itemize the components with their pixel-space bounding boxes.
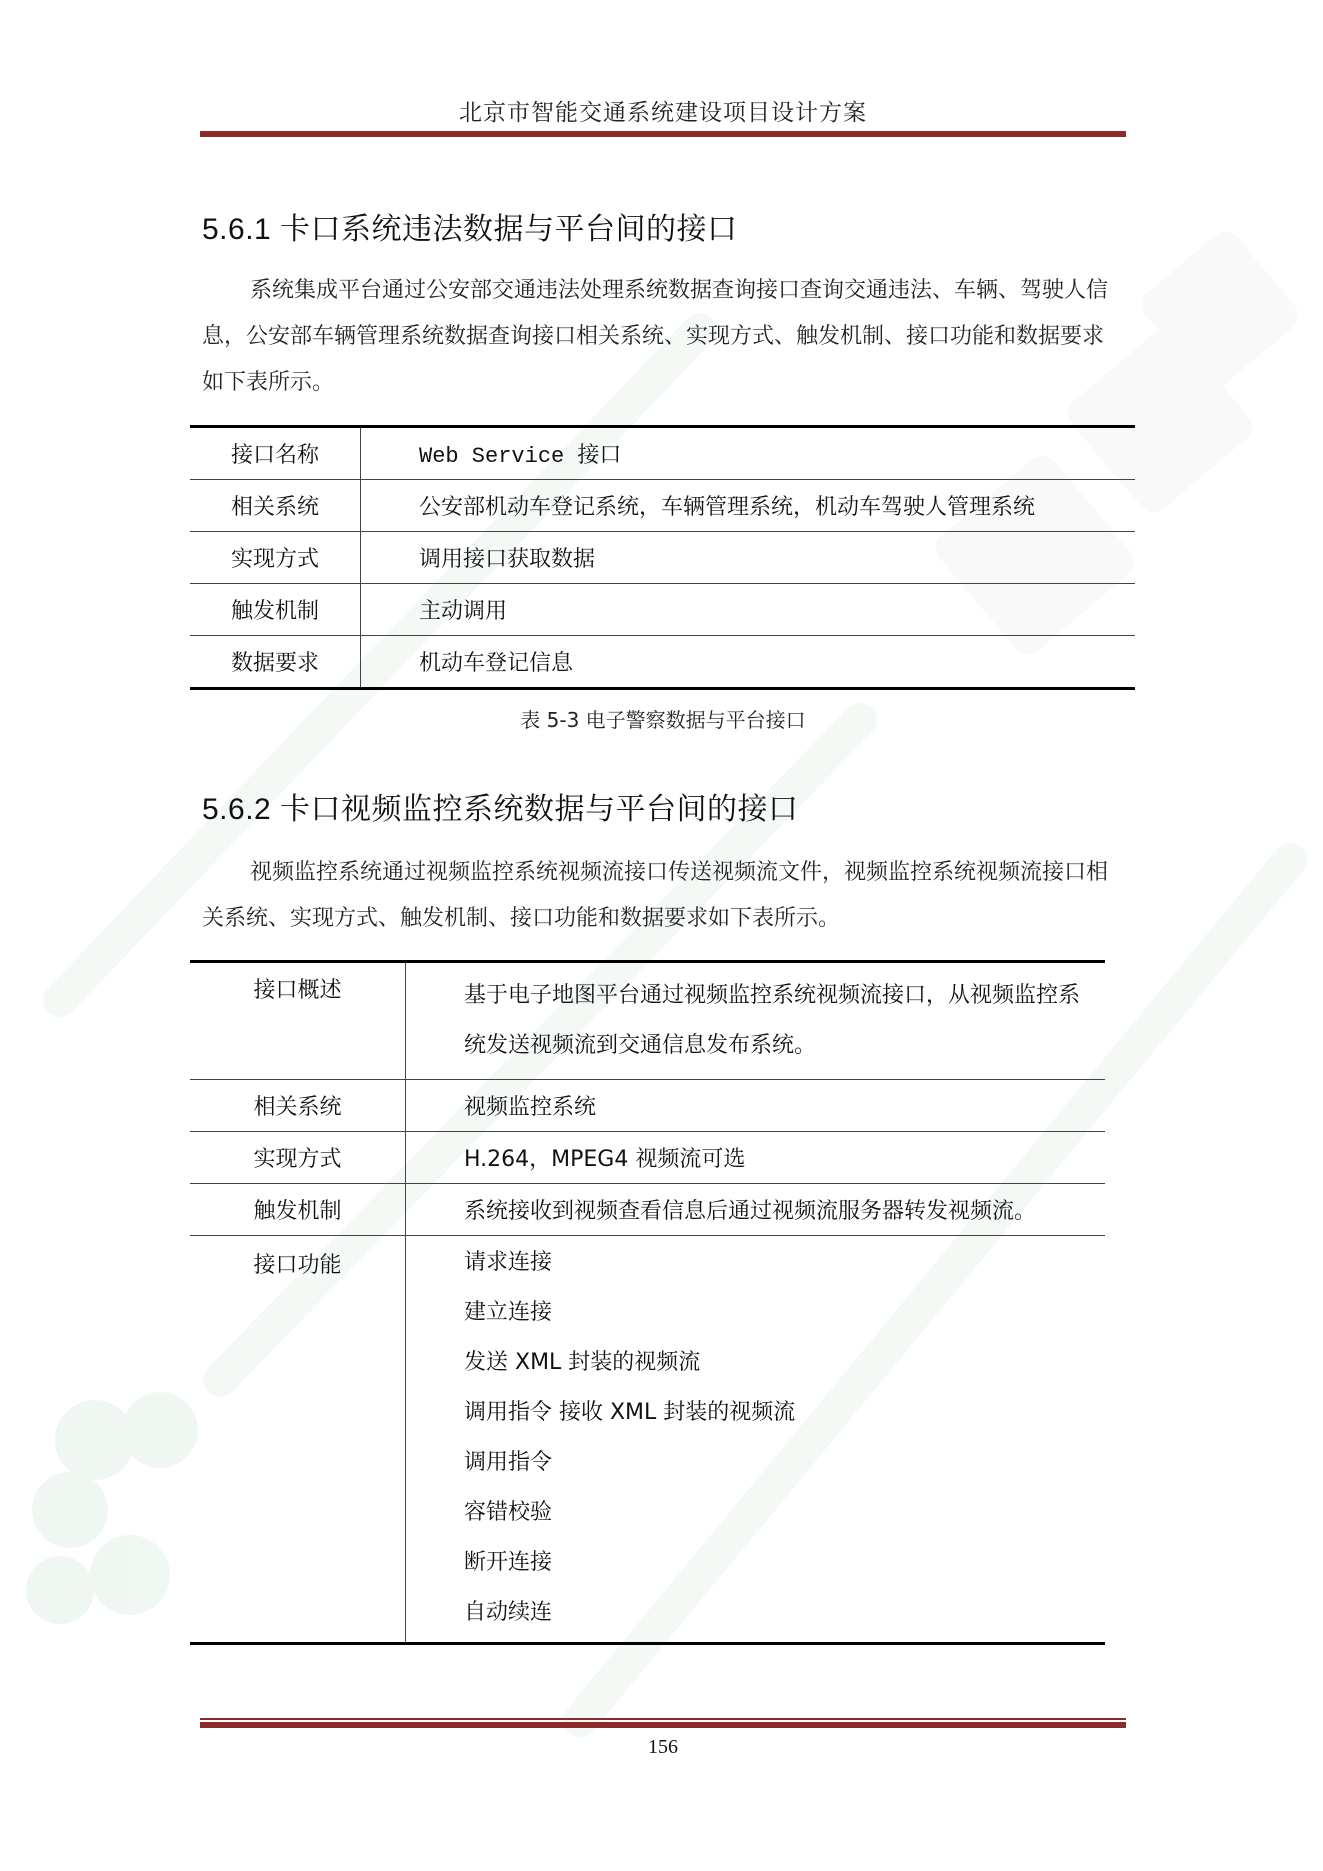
row-value: 视频监控系统	[406, 1080, 1106, 1132]
section-1-paragraph: 系统集成平台通过公安部交通违法处理系统数据查询接口查询交通违法、车辆、驾驶人信息，公安部车辆管理系统数据查询接口相关系统、实现方式、触发机制、接口功能和数据要求如下表所示。	[202, 278, 1109, 395]
section-heading-5-6-1: 5.6.1 卡口系统违法数据与平台间的接口	[202, 213, 738, 246]
row-key: 接口功能	[190, 1236, 406, 1644]
row-value: 机动车登记信息	[361, 636, 1136, 689]
list-item: 请求连接	[464, 1250, 553, 1275]
row-value: 调用接口获取数据	[361, 532, 1136, 584]
row-key: 相关系统	[190, 1080, 406, 1132]
table-row	[190, 962, 1105, 1080]
list-item: 发送 XML 封装的视频流	[464, 1350, 701, 1375]
row-key: 相关系统	[190, 480, 361, 532]
row-key: 接口名称	[190, 427, 361, 480]
row-key: 数据要求	[190, 636, 361, 689]
row-value: H.264，MPEG4 视频流可选	[406, 1132, 1106, 1184]
page-number: 156	[648, 1736, 678, 1758]
row-value: 公安部机动车登记系统，车辆管理系统，机动车驾驶人管理系统	[361, 480, 1136, 532]
list-item: 容错校验	[464, 1500, 553, 1525]
table-row	[190, 1236, 1105, 1644]
list-item: 断开连接	[464, 1550, 553, 1575]
footer-rule-upper	[200, 1718, 1126, 1720]
interface-table-2	[190, 960, 1105, 1645]
page-header-title: 北京市智能交通系统建设项目设计方案	[459, 100, 867, 126]
section-heading-5-6-2: 5.6.2 卡口视频监控系统数据与平台间的接口	[202, 793, 799, 826]
row-value: Web Service 接口	[361, 427, 1136, 480]
table-caption: 表 5-3 电子警察数据与平台接口	[520, 708, 806, 732]
row-value: 系统接收到视频查看信息后通过视频流服务器转发视频流。	[406, 1184, 1106, 1236]
list-item: 调用指令	[464, 1450, 553, 1475]
table-row	[190, 1080, 1105, 1132]
header-rule	[200, 131, 1126, 137]
row-value: 基于电子地图平台通过视频监控系统视频流接口，从视频监控系统发送视频流到交通信息发布系统。	[406, 962, 1106, 1080]
table-row	[190, 532, 1135, 584]
table-row	[190, 584, 1135, 636]
row-key: 接口概述	[190, 962, 406, 1080]
table-row	[190, 1132, 1105, 1184]
list-item: 自动续连	[464, 1600, 553, 1625]
table-row	[190, 636, 1135, 689]
section-2-paragraph: 视频监控系统通过视频监控系统视频流接口传送视频流文件，视频监控系统视频流接口相关系统、实现方式、触发机制、接口功能和数据要求如下表所示。	[202, 860, 1109, 931]
list-item: 建立连接	[464, 1300, 553, 1325]
row-value: 主动调用	[361, 584, 1136, 636]
interface-table-1	[190, 425, 1135, 690]
row-key: 实现方式	[190, 532, 361, 584]
table-row	[190, 427, 1135, 480]
footer-rule	[200, 1722, 1126, 1728]
table-row	[190, 480, 1135, 532]
list-item: 调用指令 接收 XML 封装的视频流	[464, 1400, 796, 1425]
table-row	[190, 1184, 1105, 1236]
function-list	[406, 1236, 1106, 1644]
row-key: 触发机制	[190, 584, 361, 636]
row-key: 触发机制	[190, 1184, 406, 1236]
row-key: 实现方式	[190, 1132, 406, 1184]
